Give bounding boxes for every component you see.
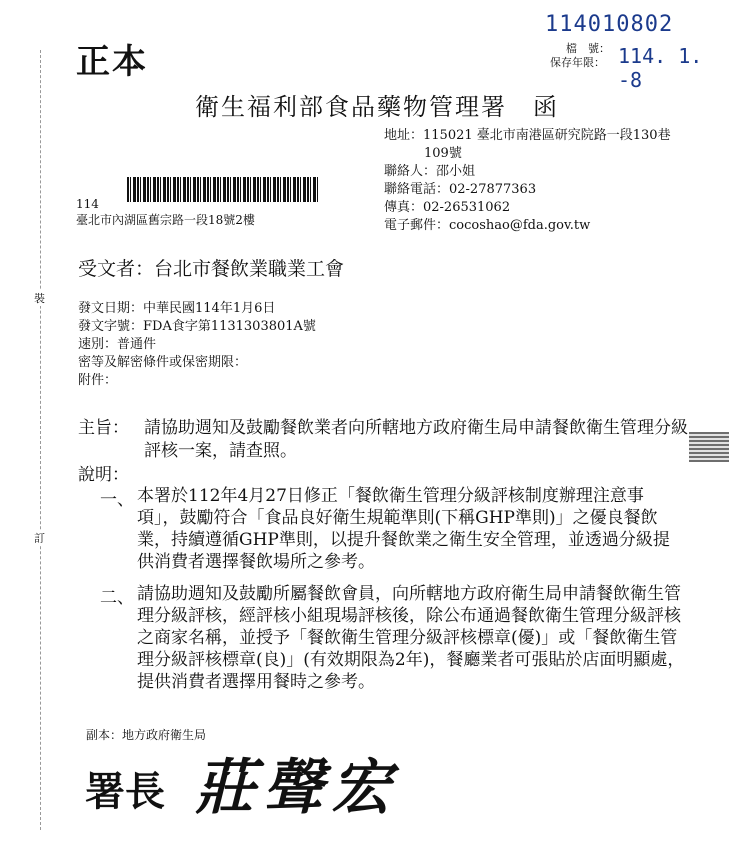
subject: [78, 417, 698, 463]
contact-block: [384, 127, 671, 235]
contact-person: 聯絡人：邵小姐: [384, 164, 476, 179]
explanation-item-number: 一、: [100, 490, 134, 510]
copies-to: 副本：地方政府衛生局: [86, 728, 207, 742]
binding-line: [40, 50, 41, 830]
postal-code: 114: [76, 197, 99, 211]
contact-address: 地址：115021 臺北市南港區研究院路一段130巷: [384, 128, 671, 143]
signature-title: 署長: [85, 768, 165, 815]
document-meta: [78, 300, 316, 390]
document-number: 發文字號：FDA食字第1131303801A號: [78, 319, 316, 334]
issue-date: 發文日期：中華民國114年1月6日: [78, 301, 276, 316]
contact-address-line2: 109號: [424, 146, 462, 161]
delivery-speed: 速別：普通件: [78, 337, 157, 352]
postal-block: [76, 196, 255, 228]
contact-email: 電子郵件：cocoshao@fda.gov.tw: [384, 218, 591, 233]
subject-label: 主旨：: [78, 418, 129, 438]
contact-phone: 聯絡電話：02-27877363: [384, 182, 537, 197]
receipt-date: 114. 1. -8: [618, 44, 703, 92]
receipt-number: 114010802: [545, 12, 674, 37]
seal-stamp: [689, 432, 729, 462]
file-number-label: 檔 號：: [566, 42, 610, 55]
binding-mark-top: 裝: [34, 292, 45, 305]
contact-fax: 傳真：02-26531062: [384, 200, 511, 215]
explanation-item-number: 二、: [100, 588, 134, 608]
attachment: 附件：: [78, 373, 118, 388]
postal-address: 臺北市內湖區舊宗路一段18號2樓: [76, 213, 255, 227]
subject-text: 請協助週知及鼓勵餐飲業者向所轄地方政府衛生局申請餐飲衛生管理分級評核一案，請查照。: [144, 418, 688, 461]
recipient: 受文者：台北市餐飲業職業工會: [78, 258, 345, 280]
explanation-item: 本署於112年4月27日修正「餐飲衛生管理分級評核制度辦理注意事項」，鼓勵符合「食品良好衛生規範準則(下稱GHP準則)」之優良餐飲業，持續遵循GHP準則，以提升餐飲業之衛生安全管理，並透過分級提供消費者選擇餐飲場所之參考。: [137, 486, 670, 572]
binding-mark-bottom: 訂: [34, 532, 45, 545]
retention-label: 保存年限：: [550, 56, 605, 69]
secrecy-level: 密等及解密條件或保密期限：: [78, 355, 248, 370]
agency-title: 衛生福利部食品藥物管理署 函: [195, 93, 559, 121]
signature-name: 莊聲宏: [195, 753, 399, 823]
explanation-item: 請協助週知及鼓勵所屬餐飲會員，向所轄地方政府衛生局申請餐飲衛生管理分級評核，經評核小組現場評核後，除公布通過餐飲衛生管理分級評核之商家名稱，並授予「餐飲衛生管理分級評核標章(優)」或「餐飲衛生管理分級評核標章(良)」(有效期限為2年)，餐廳業者可張貼於店面明顯處，提供消費者選擇用餐時之參考。: [137, 584, 685, 692]
original-copy-label: 正本: [76, 42, 148, 82]
explanation-label: 說明：: [78, 465, 129, 485]
